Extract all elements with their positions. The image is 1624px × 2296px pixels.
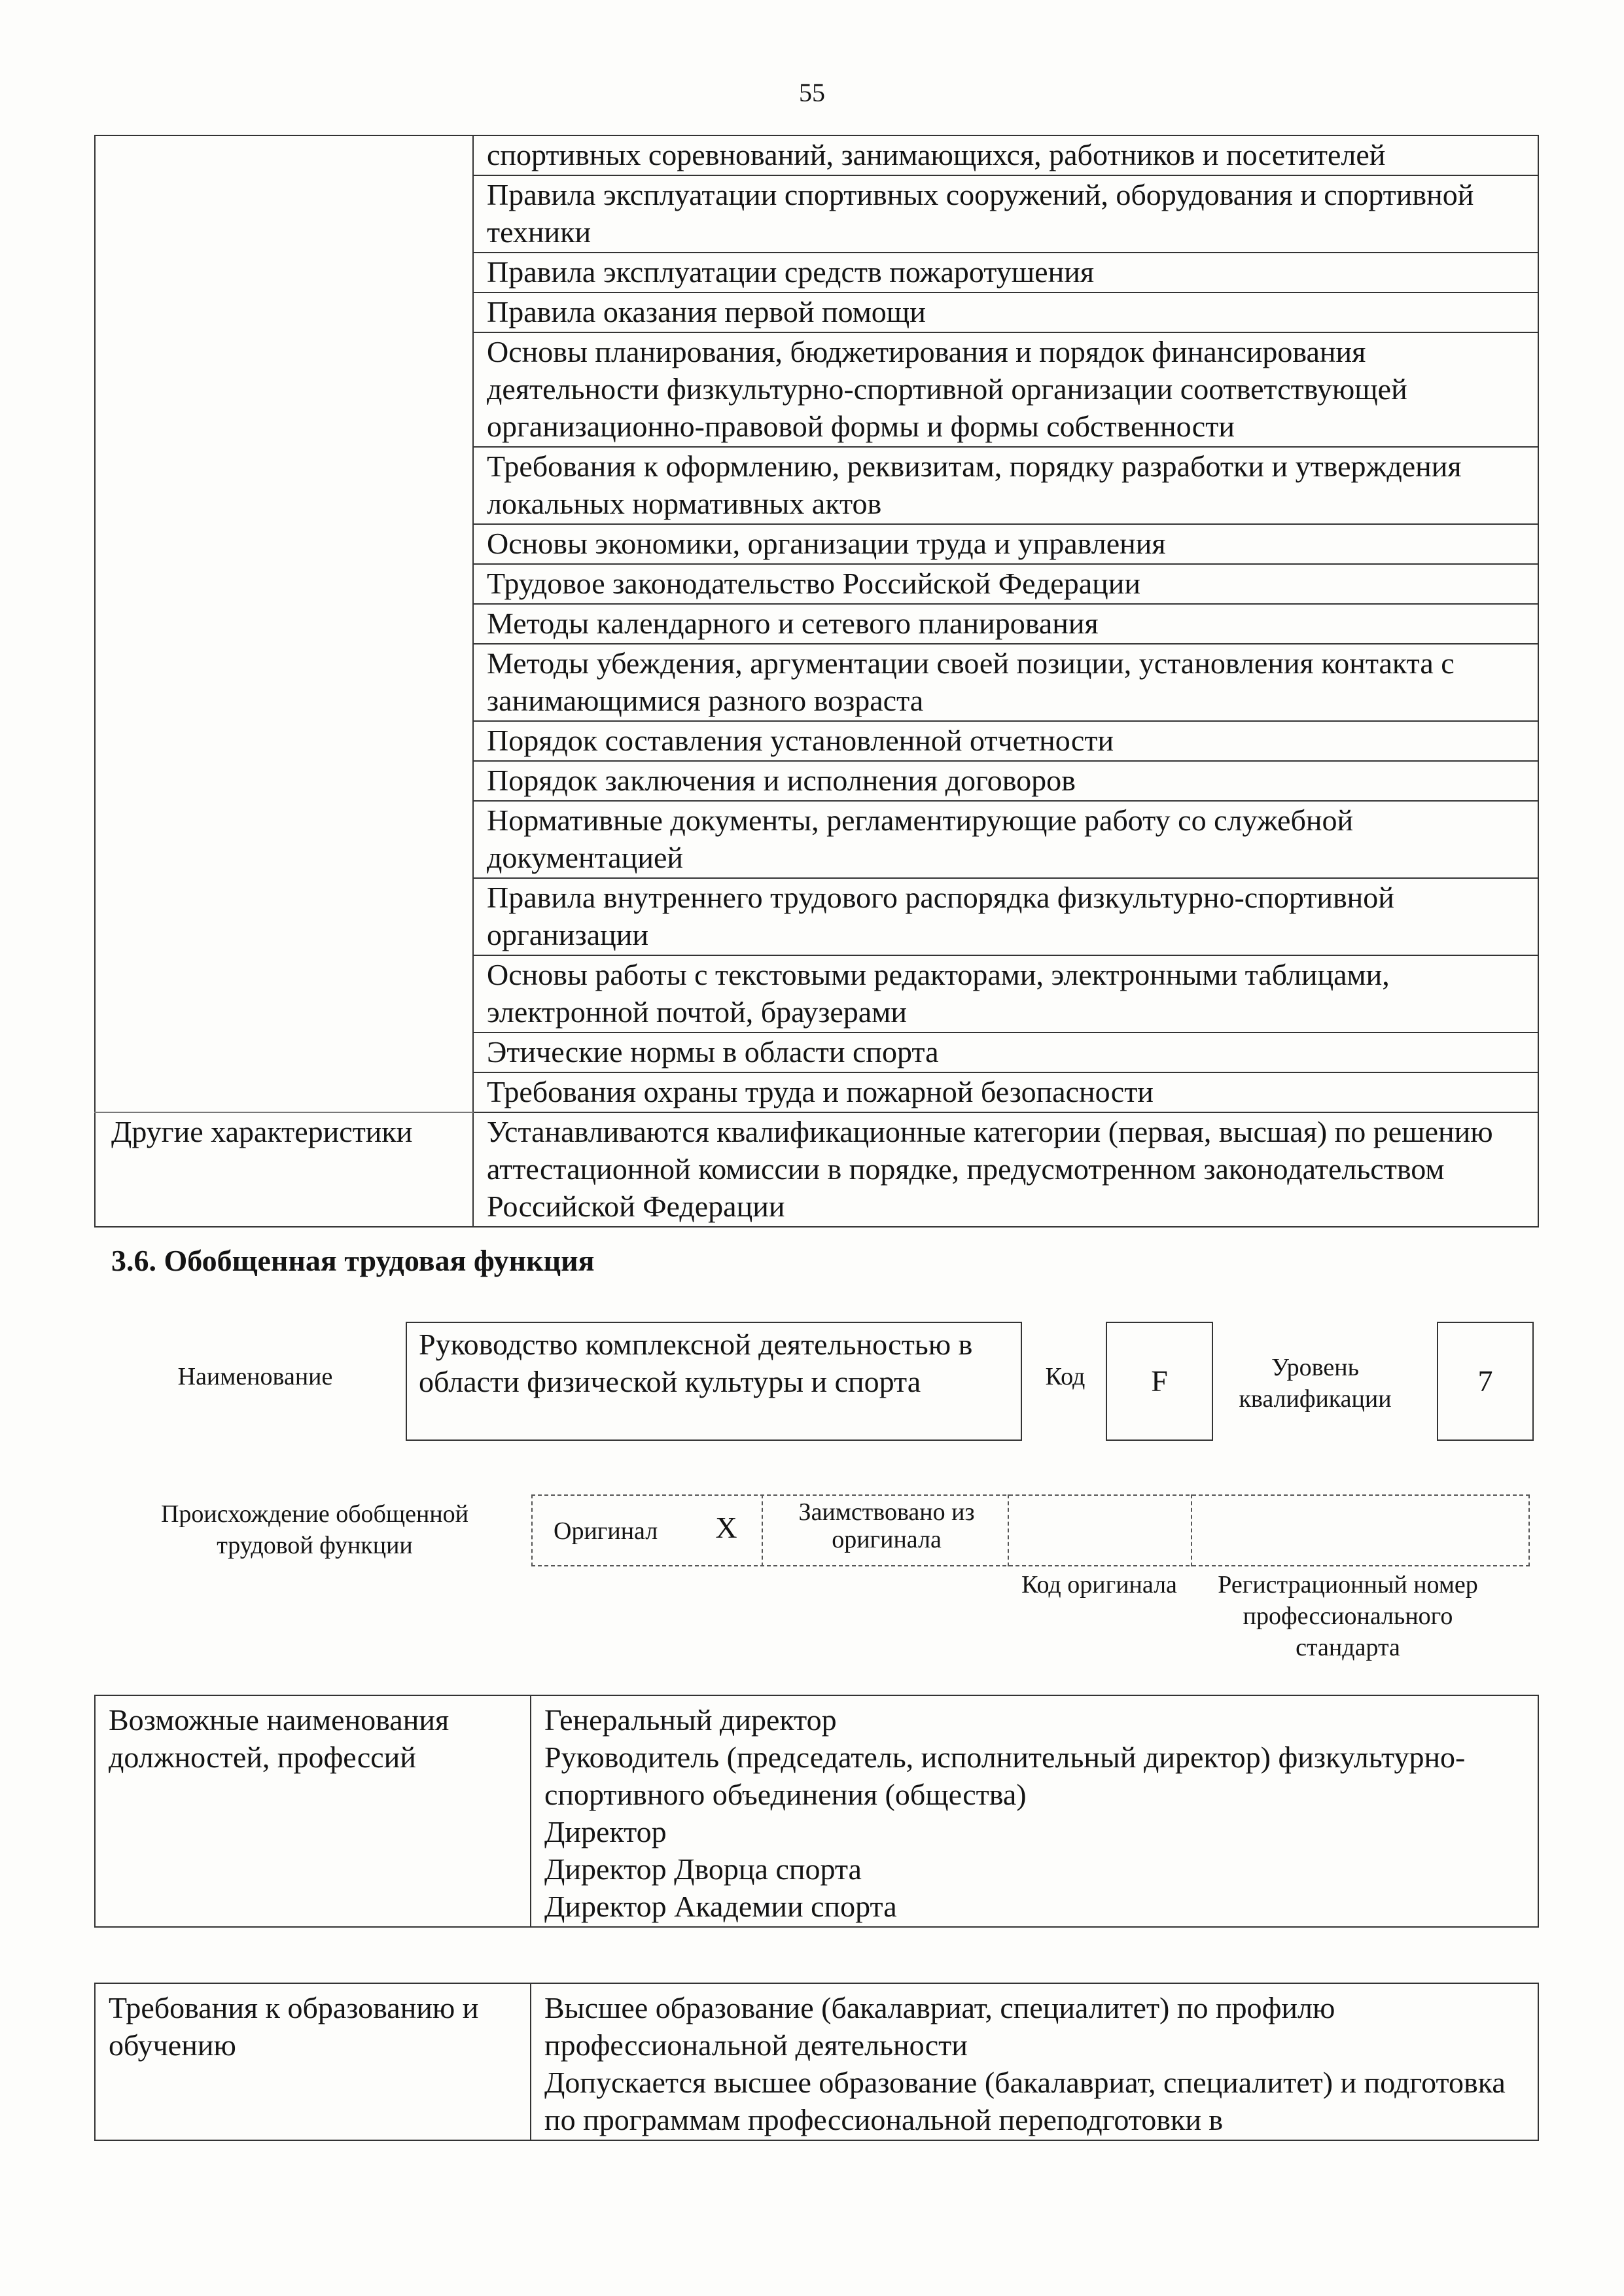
list-item: Директор Дворца спорта	[544, 1852, 862, 1886]
education-table	[94, 1983, 1539, 2141]
original-label: Оригинал	[554, 1517, 658, 1545]
knowledge-row: Требования к оформлению, реквизитам, порядку разработки и утверждения локальных нормативных актов	[473, 447, 1538, 524]
origin-divider	[762, 1494, 763, 1566]
name-value: Руководство комплексной деятельностью в области физической культуры и спорта	[406, 1322, 1022, 1441]
code-label: Код	[1045, 1363, 1086, 1390]
knowledge-row: Трудовое законодательство Российской Федерации	[473, 564, 1538, 604]
knowledge-row: Правила эксплуатации спортивных сооружений, оборудования и спортивной техники	[473, 175, 1538, 253]
other-characteristics-label: Другие характеристики	[95, 1112, 473, 1227]
list-item: Допускается высшее образование (бакалавриат, специалитет) и подготовка по программам профессиональной переподготовки в	[544, 2066, 1506, 2136]
code-value: F	[1106, 1322, 1213, 1441]
list-item: Директор Академии спорта	[544, 1890, 897, 1923]
borrowed-label: Заимствовано из оригинала	[798, 1498, 975, 1553]
positions-table	[94, 1695, 1539, 1928]
list-item: Руководитель (председатель, исполнительный директор) физкультурно-спортивного объединения (общества)	[544, 1740, 1466, 1811]
list-item: Генеральный директор	[544, 1703, 837, 1737]
list-item: Высшее образование (бакалавриат, специалитет) по профилю профессиональной деятельности	[544, 1991, 1335, 2062]
knowledge-row: Методы убеждения, аргументации своей позиции, установления контакта с занимающимися разного возраста	[473, 644, 1538, 721]
positions-list	[531, 1695, 1538, 1927]
section-title: 3.6. Обобщенная трудовая функция	[111, 1244, 595, 1277]
knowledge-row: Требования охраны труда и пожарной безопасности	[473, 1072, 1538, 1112]
empty-label-cell	[95, 135, 473, 1112]
knowledge-row: Правила эксплуатации средств пожаротушения	[473, 253, 1538, 292]
original-mark: X	[715, 1511, 737, 1544]
page-number: 55	[799, 78, 825, 107]
code-original-label: Код оригинала	[1021, 1571, 1177, 1598]
positions-label: Возможные наименования должностей, профессий	[95, 1695, 531, 1927]
knowledge-row: Порядок составления установленной отчетности	[473, 721, 1538, 761]
registration-number-label: Регистрационный номер профессионального стандарта	[1218, 1571, 1478, 1661]
origin-label: Происхождение обобщенной трудовой функции	[160, 1500, 469, 1559]
knowledge-row: Методы календарного и сетевого планирования	[473, 604, 1538, 644]
origin-divider	[1008, 1494, 1009, 1566]
list-item: Директор	[544, 1815, 667, 1848]
education-label: Требования к образованию и обучению	[95, 1983, 531, 2140]
knowledge-row: Этические нормы в области спорта	[473, 1033, 1538, 1072]
knowledge-table	[94, 135, 1539, 1227]
knowledge-row: Правила внутреннего трудового распорядка физкультурно-спортивной организации	[473, 878, 1538, 955]
knowledge-row: Основы работы с текстовыми редакторами, электронными таблицами, электронной почтой, браузерами	[473, 955, 1538, 1033]
knowledge-row: Порядок заключения и исполнения договоров	[473, 761, 1538, 801]
knowledge-row: Основы экономики, организации труда и управления	[473, 524, 1538, 564]
other-characteristics-text: Устанавливаются квалификационные категории (первая, высшая) по решению аттестационной комиссии в порядке, предусмотренном законодательством Российской Федерации	[473, 1112, 1538, 1227]
knowledge-row: Основы планирования, бюджетирования и порядок финансирования деятельности физкультурно-спортивной организации соответствующей организационно-правовой формы и формы собственности	[473, 332, 1538, 447]
name-label: Наименование	[177, 1363, 333, 1390]
knowledge-row: спортивных соревнований, занимающихся, работников и посетителей	[473, 135, 1538, 175]
knowledge-row: Нормативные документы, регламентирующие работу со служебной документацией	[473, 801, 1538, 878]
origin-divider	[1191, 1494, 1192, 1566]
knowledge-row: Правила оказания первой помощи	[473, 292, 1538, 332]
level-value: 7	[1437, 1322, 1534, 1441]
education-list	[531, 1983, 1538, 2140]
level-label: Уровень квалификации	[1239, 1354, 1392, 1413]
